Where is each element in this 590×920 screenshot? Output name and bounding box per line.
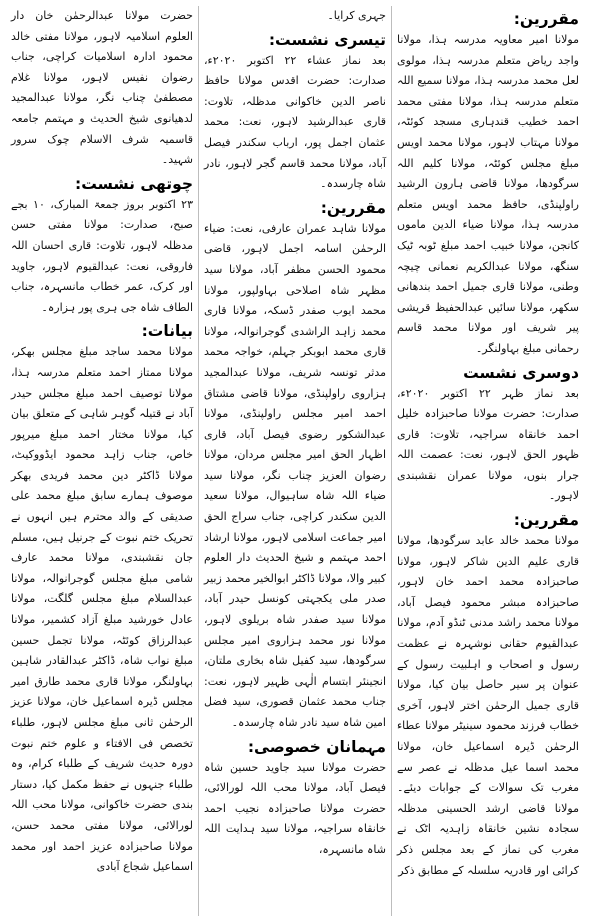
column-left bbox=[6, 6, 198, 916]
section-heading: دوسری نشست bbox=[463, 363, 579, 382]
section-body: مولانا شاہد عمران عارفی، نعت: ضیاء الرحمٰن اسامہ اجمل لاہور، قاضی محمود الحسن مظفر آباد، مولانا سید مظہر شاہ اصلاحی بہاولپور، مولانا محمد ایوب صفدر ڈسکہ، مولانا قاری محمد زاہد الراشدی گوجرانوالہ، مولانا قاری محمد ابوبکر جہلم، خواجہ محمد مدثر تونسہ شریف، مولانا عبدالمجید ہزاروی راولپنڈی، مولانا قاضی مشتاق احمد امیر مجلس راولپنڈی، مولانا عبدالشکور رضوی فیصل آباد، قاری اظہار الحق امیر مجلس مردان، مولانا رضوان العزیز چناب نگر، مولانا سید ضیاء اللہ شاہ ساہیوال، مولانا سعید الدین سکندر کراچی، جناب سراج الحق امیر جماعت اسلامی لاہور، مولانا ارشاد احمد مہتمم و شیخ الحدیث دار العلوم کبیر والا، مولانا ڈاکٹر ابوالخیر محمد زبیر صدر ملی یکجہتی کونسل حیدر آباد، مولانا سید صفدر شاہ بریلوی لاہور، مولانا نور محمد ہزاروی امیر مجلس سرگودھا، سید کفیل شاہ بخاری ملتان، انجینئر ابتسام الٰہی ظہیر لاہور، نعت: جناب محمد عثمان قصوری، سید فضل امین شاہ سید نادر شاہ چارسدہ۔ bbox=[204, 221, 386, 729]
column-divider bbox=[198, 6, 199, 916]
column-middle bbox=[199, 6, 391, 916]
text-block bbox=[204, 736, 386, 861]
text-block bbox=[204, 29, 386, 195]
text-block bbox=[397, 362, 579, 508]
section-heading: تیسری نشست: bbox=[268, 30, 386, 49]
text-block bbox=[11, 6, 193, 171]
section-heading: بیانات: bbox=[141, 322, 193, 341]
text-block bbox=[397, 8, 579, 360]
section-body: مولانا محمد ساجد مبلغ مجلس بھکر، مولانا ممتاز احمد متعلم مدرسہ ہذا، مولانا توصیف احمد مبلغ مجلس حیدر آباد نے قتیلہ گوہر شاہی کے متعلق بیان کیا، مولانا مختار احمد مبلغ میرپور خاص، جناب زاہد محمود ایڈووکیٹ، مولانا ڈاکٹر دین محمد فریدی بھکر موصوف ہمارے سابق مبلغ محمد علی صدیقی کے والد محترم ہیں انہوں نے تحریک ختم نبوت کے جرنیل ہیں، مسلم جان نقشبندی، مولانا محمد عارف شامی مبلغ مجلس گوجرانوالہ، مولانا عبدالسلام مبلغ مجلس گلگت، مولانا عادل خورشید مبلغ آزاد کشمیر، مولانا عبدالرزاق کوئٹہ، مولانا تجمل حسین مبلغ نواب شاہ، ڈاکٹر عبدالقادر شاہین بہاولنگر، مولانا قاری محمد طارق امیر مجلس ڈیرہ اسماعیل خان، مولانا عزیز الرحمٰن ثانی مبلغ مجلس لاہور، طلباء تخصص فی الافتاء و علوم ختم نبوت دورہ حدیث شریف کے طلباء کرام، وہ طلباء جنہوں نے حفظ مکمل کیا، دستار بندی حضرت خاکوانی، مولانا محب اللہ لورالائی، مولانا مفتی محمد حسن، مولانا صاحبزادہ عزیز احمد اور محمد اسماعیل شجاع آبادی bbox=[11, 345, 193, 874]
section-body: حضرت مولانا عبدالرحمٰن خان دار العلوم اسلامیہ لاہور، مولانا مفتی خالد محمود ادارہ اسلامیات کراچی، جناب رضوان نفیس لاہور، مولانا غلام مصطفیٰ چناب نگر، مولانا عبدالمجید لدھیانوی شیخ الحدیث و مہتمم جامعہ قاسمیہ شرف الاسلام چوک سرور شہید۔ bbox=[11, 9, 193, 167]
section-body: مولانا امیر معاویہ مدرسہ ہذا، مولانا واجد ریاض متعلم مدرسہ ہذا، مولوی لعل محمد مدرسہ ہذا، مولانا سمیع اللہ متعلم مدرسہ ہذا، مولانا مفتی محمد احمد خطیب قندہاری مسجد کوئٹہ، مولانا مہتاب لاہور، مولانا محمد اویس مبلغ مجلس کوئٹہ، مولانا کلیم اللہ سرگودھا، مولانا قاضی ہارون الرشید راولپنڈی، حافظ محمد اویس متعلم مدرسہ ہذا، مولانا ضیاء الدین ماموں کانجن، مولانا خبیب احمد مبلغ ٹوبہ ٹیک سنگھ، مولانا عبدالکریم نعمانی چیچہ وطنی، مولانا قاری جمیل احمد بندھانی سکھر، مولانا سائیں عبدالحفیظ قریشی پیر شریف اور مولانا محمد قاسم رحمانی مبلغ بہاولنگر۔ bbox=[397, 33, 579, 355]
section-heading: مقررین: bbox=[513, 10, 579, 28]
column-right bbox=[392, 6, 584, 916]
text-block bbox=[397, 509, 579, 881]
text-block bbox=[204, 197, 386, 734]
section-body: بعد نماز عشاء ۲۲ اکتوبر ۲۰۲۰ء، صدارت: حضرت اقدس مولانا حافظ ناصر الدین خاکوانی مدظلہ، تلاوت: قاری عبدالرشید لاہور، نعت: محمد عثمان اجمل پور، ارباب سکندر فیصل آباد، مولانا محمد قاسم گجر لاہور، نادر شاہ چارسدہ۔ bbox=[204, 53, 386, 191]
text-block bbox=[11, 320, 193, 877]
section-heading: چوتھی نشست: bbox=[75, 174, 193, 193]
section-body: ۲۳ اکتوبر بروز جمعۃ المبارک، ۱۰ بجے صبح، صدارت: مولانا مفتی حسن مدظلہ لاہور، تلاوت: قاری احسان اللہ فاروقی، نعت: عبدالقیوم لاہور، جاوید اور کرک، عمر خطاب مانسہرہ، جناب الطاف شاہ جی ہری پور ہزارہ۔ bbox=[11, 197, 193, 314]
section-heading: مہمانان خصوصی: bbox=[247, 737, 386, 756]
section-body: جہری کرایا۔ bbox=[327, 9, 386, 22]
section-heading: مقررین: bbox=[320, 198, 386, 217]
section-body: بعد نماز ظہر ۲۲ اکتوبر ۲۰۲۰ء، صدارت: حضرت مولانا صاحبزادہ خلیل احمد خانقاہ سراجیہ، تلاوت: قاری ظہور الحق لاہور، نعت: عصمت اللہ جرار بنوں، مولانا عمران نقشبندی لاہور۔ bbox=[397, 386, 579, 503]
text-block bbox=[204, 6, 386, 27]
section-body: حضرت مولانا سید جاوید حسین شاہ فیصل آباد، مولانا محب اللہ لورالائی، حضرت مولانا صاحبزادہ نجیب احمد خانقاہ سراجیہ، مولانا سید ہدایت اللہ شاہ مانسہرہ، bbox=[204, 760, 386, 856]
column-divider bbox=[391, 6, 392, 916]
text-block bbox=[11, 173, 193, 319]
section-body: مولانا محمد خالد عابد سرگودھا، مولانا قاری علیم الدین شاکر لاہور، مولانا صاحبزادہ محمد احمد خان لاہور، صاحبزادہ مبشر محمود فیصل آباد، مولانا محمد راشد مدنی ٹنڈو آدم، مولانا عبدالقیوم حقانی نوشہرہ نے عظمت رسول و اصحاب و اہلبیت رسول کے عنوان پر سیر حاصل بیان کیا، مولانا قاری جمیل الرحمٰن اختر لاہور، آخری خطاب فرزند محمود سینیٹر مولانا عطاء الرحمٰن ڈیرہ اسماعیل خان، مولانا محمد اسما عیل مدظلہ نے عصر سے مغرب تک سوالات کے جوابات دیئے۔ مولانا قاضی ارشد الحسینی مدظلہ سجادہ نشین خانقاہ زاہدیہ اٹک نے مغرب کی نماز کے بعد مجلس ذکر کرائی اور قادریہ سلسلہ کے مطابق ذکر bbox=[397, 534, 579, 877]
section-heading: مقررین: bbox=[513, 511, 579, 530]
